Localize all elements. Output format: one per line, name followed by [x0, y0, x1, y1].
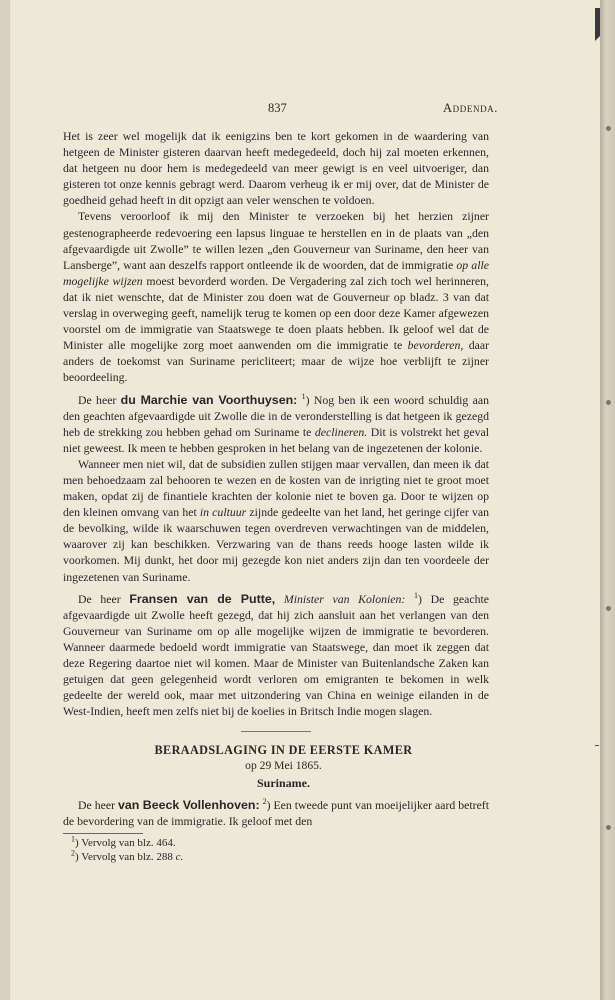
footnote-1: $^1$) Vervolg van blz. 464. [71, 834, 176, 849]
footnote-divider [63, 833, 143, 834]
page-number: 837 [268, 101, 287, 115]
section-title: BERAADSLAGING IN DE EERSTE KAMER [154, 743, 413, 758]
speech-du-marchie-continued: Wanneer men niet wil, dat de subsidien zullen stijgen maar vervallen, dan meen ik dat men behoedzaam zal behooren te wezen en de kosten van de inrigting niet te groot moet maken, opdat zij de finantiele krachten der kolonie niet te boven ga. Door te wijzen op den kleinen omvang van het in cultuur zijnde gedeelte van het land, het geringe cijfer van de bevolking, wilde ik waarschuwen tegen overdreven verwachtingen van de middelen, waarover zij kan beschikken. Verzwaring van de thans reeds hooge lasten wilde ik voorkomen. Mij dunkt, het door mij gezegde kon niet anders zijn dan ten voordeele der ingezetenen van Suriname. [63, 456, 489, 584]
speech-fransen-van-de-putte: De heer Fransen van de Putte, Minister van Kolonien: $^1$) De geachte afgevaardigde uit Zwolle heeft gezegd, dat hij zich aansluit aan het verlangen van den Gouverneur van Suriname om op alle mogelijke wijzen de immigratie te bevorderen. Wanneer daarmede bedoeld wordt immigratie van Staatswege, dan moet ik zeggen dat deze Regering daartoe niet wil komen. Maar de Minister van Buitenlandsche Zaken kan getuigen dat geen gelegenheid wordt verloren om emigranten te bekomen in welk gedeelte der wereld ook, maar met uitzondering van China en weinige eilanden in de West-Indien, heeft men zelfs niet bij de koelies in Britsch Indie mogen slagen. [63, 590, 490, 719]
page-body [63, 128, 489, 864]
book-edge [600, 0, 615, 1000]
section-divider [241, 731, 311, 732]
speaker-name: Fransen van de Putte, [129, 591, 276, 606]
paragraph-2: Tevens veroorloof ik mij den Minister te verzoeken bij het herzien zijner gestenographeerde redevoering een lapsus linguae te herstellen en in de plaats van „den afgevaardigde uit Zwolle” te willen lezen „den Gouverneur van Suriname, den heer van Lansberge”, want aan deszelfs rapport ontleende ik de woorden, dat de immigratie op alle mogelijke wijzen moest bevorderd worden. De Vergadering zal zich toch wel herinneren, dat ik niet wenschte, dat de Minister zou doen wat de Gouverneur op bladz. 3 van dat verslag in overweging geeft, namelijk terug te komen op een door deze Kamer afgewezen voorstel om de immigratie van Staatswege te doen plaats hebben. Ik geloof wel dat de Minister alle mogelijke zorg moet aanwenden om die immigratie te bevorderen, daar anders de toekomst van Suriname pericliteert; maar de wijze hoe verblijft te zijner beoordeeling. [63, 209, 489, 385]
section-date: op 29 Mei 1865. [245, 759, 322, 773]
footnotes [63, 836, 489, 864]
speaker-name: du Marchie van Voorthuysen: [120, 392, 298, 407]
running-head: Addenda. [443, 101, 498, 115]
speaker-name: van Beeck Vollenhoven: [117, 797, 260, 812]
margin-mark [595, 745, 599, 746]
speaker-role: Minister van Kolonien: [275, 591, 406, 606]
footnote-ref: 1 [301, 391, 306, 401]
page-header [268, 101, 498, 117]
footnote-ref: 1 [414, 590, 419, 600]
paragraph-1: Het is zeer wel mogelijk dat ik eenigzins ben te kort gekomen in de waardering van hetgeen de Minister gisteren daarvan heeft medegedeeld, doch hij zal moeten erkennen, dat hetgeen nu door hem is medegedeeld van meer gewigt is en veel uitvoeriger, dan gisteren tot onze kennis gebragt werd. Daarom verheug ik er mij over, dat de Minister de goedheid gehad heeft in dit opzigt aan veler wenschen te voldoen. [63, 129, 489, 208]
book-page [10, 0, 600, 1000]
section-subject: Suriname. [256, 775, 310, 790]
binding-hole [606, 400, 611, 405]
footnote-ref: 2 [262, 796, 267, 806]
footnote-2: $^2$) Vervolg van blz. 288 c. [71, 848, 184, 863]
binding-hole [606, 825, 611, 830]
binding-hole [606, 606, 611, 611]
binding-hole [606, 126, 611, 131]
speech-du-marchie: De heer du Marchie van Voorthuysen: $^1$) Nog ben ik een woord schuldig aan den geachten afgevaardigde uit Zwolle die in de veronderstelling is dat hetgeen ik gezegd heb de strekking zou hebben gehad om Suriname te declineren. Dit is volstrekt het geval niet geweest. Ik meen te hebben gesproken in het belang van de ingezetenen der kolonie. [63, 391, 489, 455]
speech-van-beeck-vollenhoven: De heer van Beeck Vollenhoven: $^2$) Een tweede punt van moeijelijker aard betreft de bevordering van de immigratie. Ik geloof met den [63, 796, 490, 828]
